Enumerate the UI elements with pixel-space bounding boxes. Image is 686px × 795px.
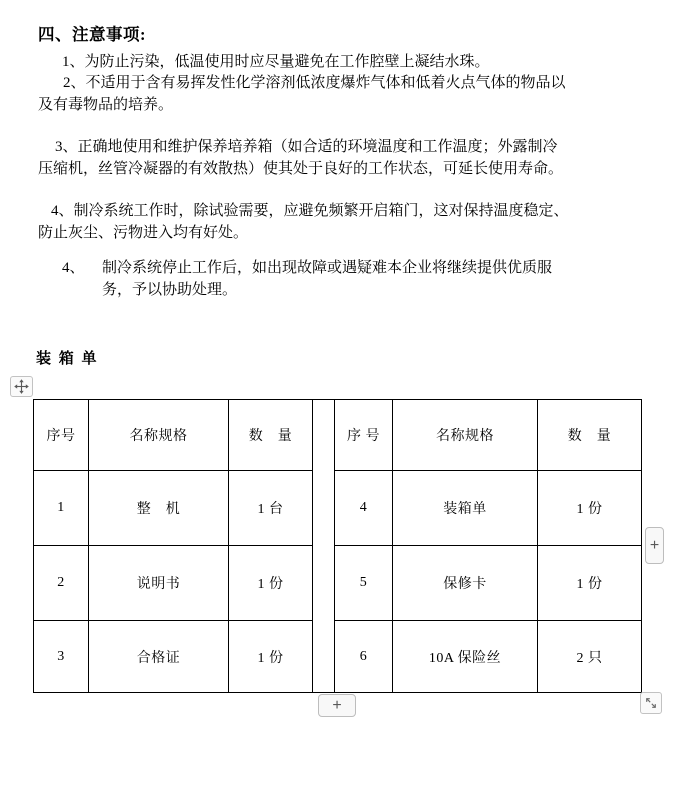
text-line[interactable]: 1、为防止污染，低温使用时应尽量避免在工作腔壁上凝结水珠。: [62, 54, 490, 70]
table-row: [335, 621, 642, 693]
table-row: [335, 471, 642, 546]
note-item-1[interactable]: [38, 52, 490, 74]
table-row: [34, 546, 313, 621]
header-cell[interactable]: 名称规格: [89, 400, 229, 471]
packing-tables: [33, 399, 642, 693]
table-cell[interactable]: 4: [335, 471, 393, 546]
text-line[interactable]: 制冷系统停止工作后，如出现故障或遇疑难本企业将继续提供优质服: [102, 260, 553, 276]
header-cell[interactable]: 数 量: [538, 400, 642, 471]
resize-diagonal-icon: [644, 696, 658, 710]
table-cell[interactable]: 说明书: [89, 546, 229, 621]
table-cell[interactable]: 5: [335, 546, 393, 621]
table-resize-handle[interactable]: [640, 692, 662, 714]
move-icon: [14, 379, 29, 394]
table-cell[interactable]: 合格证: [89, 621, 229, 693]
text-line[interactable]: 2、不适用于含有易挥发性化学溶剂低浓度爆炸气体和低着火点气体的物品以: [63, 75, 566, 91]
table-cell[interactable]: 10A 保险丝: [393, 621, 538, 693]
add-row-button[interactable]: +: [318, 694, 356, 717]
table-cell[interactable]: 1: [34, 471, 89, 546]
table-cell[interactable]: 装箱单: [393, 471, 538, 546]
header-cell[interactable]: 序 号: [335, 400, 393, 471]
text-line[interactable]: 防止灰尘、污物进入均有好处。: [38, 224, 249, 241]
note-item-2[interactable]: [38, 73, 566, 116]
header-cell[interactable]: 数 量: [229, 400, 313, 471]
table-cell[interactable]: 整 机: [89, 471, 229, 546]
header-cell[interactable]: 名称规格: [393, 400, 538, 471]
note-item-3[interactable]: [38, 137, 563, 180]
table-cell[interactable]: 1 份: [538, 471, 642, 546]
text-line[interactable]: 压缩机，丝管冷凝器的有效散热）使其处于良好的工作状态，可延长使用寿命。: [38, 160, 564, 177]
table-header-row: [335, 400, 642, 471]
packing-table-left: [33, 399, 313, 693]
text-line[interactable]: 3、正确地使用和维护保养培养箱（如合适的环境温度和工作温度；外露制冷: [55, 139, 558, 155]
packing-list-title[interactable]: 装 箱 单: [36, 351, 99, 367]
table-row: [34, 471, 313, 546]
table-row: [335, 546, 642, 621]
table-gap-column: [313, 399, 334, 693]
table-header-row: [34, 400, 313, 471]
table-cell[interactable]: 2: [34, 546, 89, 621]
table-cell[interactable]: 2 只: [538, 621, 642, 693]
text-line[interactable]: 务，予以协助处理。: [102, 281, 238, 298]
note-item-5-number[interactable]: 4、: [62, 260, 85, 276]
note-item-5[interactable]: [102, 258, 552, 301]
section-heading[interactable]: 四、注意事项:: [38, 25, 146, 44]
table-cell[interactable]: 1 份: [538, 546, 642, 621]
text-line[interactable]: 4、制冷系统工作时，除试验需要，应避免频繁开启箱门，这对保持温度稳定、: [51, 203, 569, 219]
table-cell[interactable]: 1 台: [229, 471, 313, 546]
table-cell[interactable]: 3: [34, 621, 89, 693]
packing-table-right: [334, 399, 642, 693]
table-move-handle[interactable]: [10, 376, 33, 397]
add-column-button[interactable]: +: [645, 527, 664, 564]
table-cell[interactable]: 6: [335, 621, 393, 693]
header-cell[interactable]: 序号: [34, 400, 89, 471]
text-line[interactable]: 及有毒物品的培养。: [38, 96, 174, 113]
table-cell[interactable]: 1 份: [229, 621, 313, 693]
table-cell[interactable]: 1 份: [229, 546, 313, 621]
table-cell[interactable]: 保修卡: [393, 546, 538, 621]
table-row: [34, 621, 313, 693]
note-item-4[interactable]: [38, 201, 569, 244]
